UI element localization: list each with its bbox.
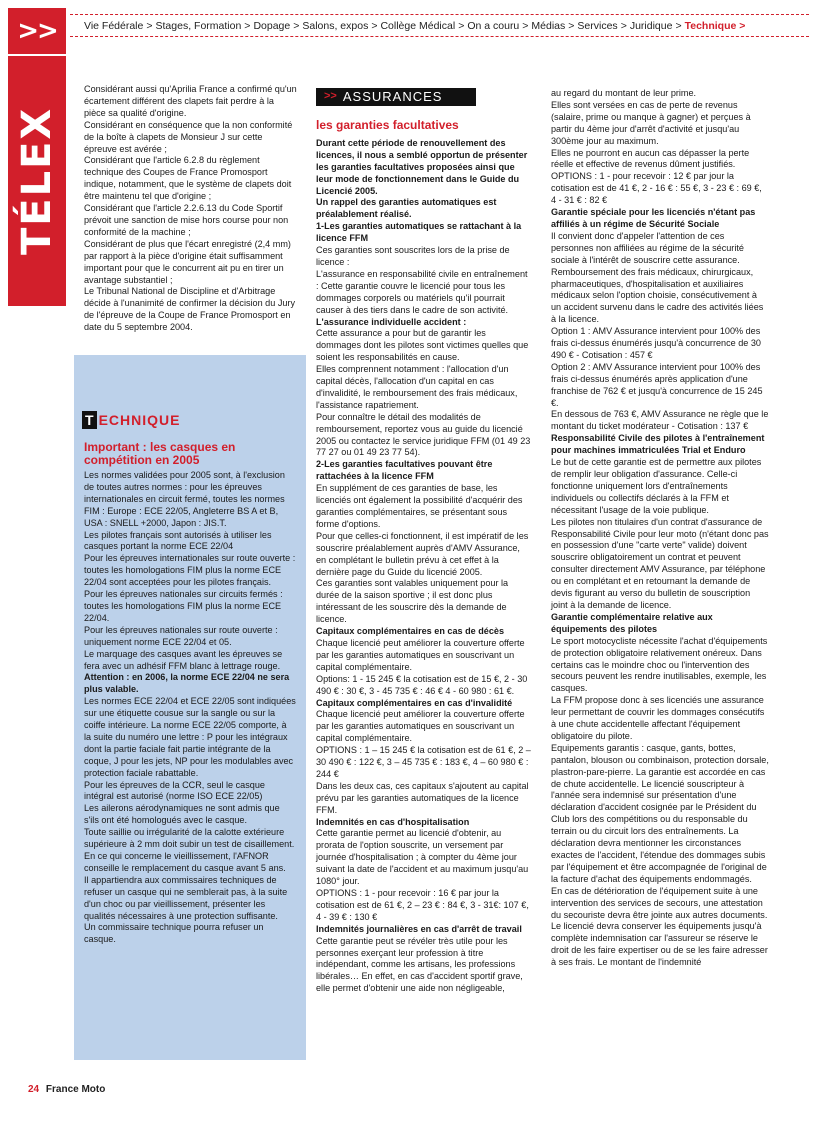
assurances-paragraph: OPTIONS : 1 – 15 245 € la cotisation est de 61 €, 2 – 30 490 € : 122 €, 3 – 45 735 € : 183 €, 4 – 60 980 € : 244 €	[316, 745, 531, 779]
assurances-paragraph: Chaque licencié peut améliorer la couverture offerte par les garanties automatiques en souscrivant un capital complémentaire.	[316, 709, 525, 744]
assurances-paragraph: OPTIONS : 1 - pour recevoir : 12 € par jour la cotisation est de 41 €, 2 - 16 € : 55 €, 3 - 23 € : 69 €, 4 - 31 € : 82 €	[551, 171, 762, 206]
nav-divider-bottom	[70, 36, 809, 37]
assurances-paragraph: Elles ne pourront en aucun cas dépasser la perte réelle et effective de revenus dûment justifiés.	[551, 147, 750, 170]
assurances-paragraph: En dessous de 763 €, AMV Assurance ne règle que le montant du ticket modérateur - Cotisation : 137 €	[551, 409, 769, 432]
assurances-paragraph: Capitaux complémentaires en cas d'invalidité	[316, 697, 513, 708]
assurances-paragraph: Un rappel des garanties automatiques est préalablement réalisé.	[316, 197, 497, 220]
tribunal-decision: Le Tribunal National de Discipline et d'Arbitrage décide à l'unanimité de confirmer la décision du Jury de l'épreuve de la Coupe de France Promosport en date du 5 septembre 2004.	[84, 286, 296, 333]
breadcrumb-link[interactable]: Services	[577, 20, 618, 32]
technique-header-initial: T	[82, 411, 97, 429]
nav-divider-top	[70, 14, 809, 15]
telex-paragraph: Considérant de plus que l'écart enregistré (2,4 mm) par rapport à la pièce d'origine était suffisamment important pour que le concurrent ait pu en tirer un avantage substantiel ;	[84, 238, 291, 285]
technique-paragraph: Il appartiendra aux commissaires techniques de refuser un casque qui ne semblerait pas, à la suite d'un choc ou par vieillissement, présenter les qualités nécessaires à une protection suffisante.	[84, 874, 288, 921]
assurances-paragraph: 1-Les garanties automatiques se rattachant à la licence FFM	[316, 221, 522, 244]
telex-paragraph: Considérant que l'article 6.2.8 du règlement technique des Coupes de France Promosport indique, notamment, que le système de clapets doit être maintenu tel que d'origine ;	[84, 155, 292, 202]
technique-header-label: ECHNIQUE	[98, 412, 181, 428]
assurances-paragraph: Elles sont versées en cas de perte de revenus (salaire, prime ou manque à gagner) et perçues à partir du 4ème jour d'arrêt d'activité et jusqu'au 300ème jour au maximum.	[551, 99, 751, 146]
assurances-paragraph: L'assurance en responsabilité civile en entraînement : Cette garantie couvre le licencié pour tous les dommages corporels ou matériels qu'il pourrait causer à des tiers dans le cadre de son activité.	[316, 268, 528, 315]
assurances-paragraph: Options: 1 - 15 245 € la cotisation est de 15 €, 2 - 30 490 € : 30 €, 3 - 45 735 € : 46 € 4 - 60 980 : 61 €.	[316, 673, 528, 696]
breadcrumb-link[interactable]: Collège Médical	[380, 20, 456, 32]
breadcrumb-link[interactable]: Salons, expos	[302, 20, 369, 32]
technique-paragraph: Attention : en 2006, la norme ECE 22/04 ne sera plus valable.	[84, 672, 290, 695]
assurances-column-right	[551, 88, 769, 969]
assurances-paragraph: Capitaux complémentaires en cas de décès	[316, 626, 505, 637]
breadcrumb-link[interactable]: Juridique	[629, 20, 673, 32]
assurances-paragraph: Durant cette période de renouvellement des licences, il nous a semblé opportun de présenter les garanties facultatives proposées ainsi que leur mode de fonctionnement dans le Guide du Licencié 2005.	[316, 137, 528, 196]
technique-paragraph: Les pilotes français sont autorisés à utiliser les casques portant la norme ECE 22/04	[84, 529, 272, 552]
assurances-paragraph: Elles comprennent notamment : l'allocation d'un capital décès, l'allocation d'un capital en cas d'invalidité, le remboursement des frais médicaux, l'assistance rapatriement.	[316, 364, 518, 410]
assurances-paragraph: Ces garanties sont souscrites lors de la prise de licence :	[316, 245, 510, 267]
assurances-paragraph: Indemnités en cas d'hospitalisation	[316, 816, 470, 827]
breadcrumb-separator: >	[293, 20, 300, 32]
technique-paragraph: Toute saillie ou irrégularité de la calotte extérieure supérieure à 2 mm doit subir un test de cisaillement.	[84, 827, 295, 850]
breadcrumb-separator: >	[458, 20, 465, 32]
assurances-paragraph: La FFM propose donc à ses licenciés une assurance leur permettant de couvrir les dommages consécutifs à une chute accidentelle affectant l'équipement obligatoire du pilote.	[551, 695, 765, 741]
telex-paragraph: Considérant que l'article 2.2.6.13 du Code Sportif prévoit une sanction de mise hors course pour non conformité de la machine ;	[84, 203, 289, 237]
assurances-paragraph: Indemnités journalières en cas d'arrêt de travail	[316, 923, 522, 934]
assurances-paragraph: Option 1 : AMV Assurance intervient pour 100% des frais ci-dessus énumérés jusqu'à concurrence de 30 490 € - Cotisation : 457 €	[551, 326, 761, 360]
assurances-paragraph: au regard du montant de leur prime.	[551, 88, 697, 98]
assurances-paragraph: Le but de cette garantie est de permettre aux pilotes de remplir leur obligation d'assurance. Celle-ci fonctionne uniquement lors d'entraînements individuels ou collectifs déclarés à la FFM et nécessitant l'usage de la voie publique.	[551, 457, 762, 515]
publication-name: France Moto	[45, 1084, 106, 1095]
breadcrumb-link[interactable]: Vie Fédérale	[84, 20, 144, 32]
assurances-paragraph: Option 2 : AMV Assurance intervient pour 100% des frais ci-dessus énumérés après application d'une franchise de 762 € et jusqu'à concurrence de 15 245 €.	[551, 361, 763, 408]
assurances-paragraph: Remboursement des frais médicaux, chirurgicaux, pharmaceutiques, d'hospitalisation et auxiliaires médicaux selon l'option choisie, consécutivement à un accident survenu dans le cadre des activités liées à la licence.	[551, 266, 764, 325]
breadcrumb-link[interactable]: On a couru	[467, 20, 520, 32]
assurances-paragraph: Cette garantie permet au licencié d'obtenir, au prorata de l'option souscrite, un versement par journée d'hospitalisation ; à compter du 4ème jour suivant la date de l'accident et au maximum jusqu'au 1080° jour.	[316, 828, 529, 887]
breadcrumb-separator: >	[675, 20, 682, 32]
breadcrumb-separator: >	[244, 20, 251, 32]
telex-side-bar	[8, 56, 66, 306]
section-arrow-badge: >>	[8, 8, 66, 54]
breadcrumb-separator: >	[620, 20, 627, 32]
assurances-column-left	[316, 88, 532, 995]
assurances-paragraph: En supplément de ces garanties de base, les licenciés ont également la possibilité d'acquérir des garanties complémentaires, se présentant sous forme d'options.	[316, 483, 523, 529]
breadcrumb	[84, 20, 804, 32]
breadcrumb-link[interactable]: Technique >	[684, 20, 746, 32]
technique-paragraph: En ce qui concerne le vieillissement, l'AFNOR conseille le remplacement du casque avant 5 ans.	[84, 851, 286, 873]
assurances-paragraph: Cette garantie peut se révéler très utile pour les personnes exerçant leur profession à titre indépendant, comme les artisans, les professions libérales… En effet, en cas d'accident sportif grave, elle permet d'obtenir une aide non négligeable,	[316, 935, 523, 994]
assurances-paragraph: Les pilotes non titulaires d'un contrat d'assurance de Responsabilité Civile pour leur moto (n'étant donc pas en possession d'une "carte verte" valide) doivent souscrire obligatoirement un contrat et peuvent consulter directement AMV Assurance, par téléphone ou en complétant et en retournant la demande de devis figurant au verso du bulletin de souscription joint à la demande de licence.	[551, 516, 769, 610]
technique-header	[82, 411, 180, 429]
telex-paragraph: Considérant en conséquence que la non conformité de la boîte à clapets de Monsieur J sur cette épreuve est avérée ;	[84, 119, 293, 154]
assurances-paragraph: Pour que celles-ci fonctionnent, il est impératif de les souscrire préalablement auprès d'AMV Assurance, en complétant le bulletin prévu à cet effet à la dernière page du Guide du licencié 2005.	[316, 530, 529, 577]
breadcrumb-separator: >	[146, 20, 153, 32]
assurances-paragraph: Cette assurance a pour but de garantir les dommages dont les pilotes sont victimes quelles que soient les responsabilités en cause.	[316, 328, 529, 363]
breadcrumb-separator: >	[568, 20, 575, 32]
assurances-paragraph: Il convient donc d'appeler l'attention de ces personnes non affiliées au régime de la sécurité sociale à l'intérêt de souscrire cette assurance.	[551, 230, 744, 265]
telex-paragraph: Considérant aussi qu'Aprilia France a confirmé qu'un écartement différent des clapets fait perdre à la pièce sa qualité d'origine.	[84, 84, 297, 118]
technique-box	[74, 355, 306, 1060]
technique-paragraph: Un commissaire technique pourra refuser un casque.	[84, 922, 264, 945]
assurances-paragraph: Garantie complémentaire relative aux équipements des pilotes	[551, 611, 713, 634]
telex-column	[84, 84, 297, 334]
technique-title: Important : les casques en compétition en 2005	[84, 440, 236, 467]
breadcrumb-separator: >	[371, 20, 378, 32]
assurances-paragraph: 2-Les garanties facultatives pouvant être rattachées à la licence FFM	[316, 459, 493, 482]
assurances-paragraph: Dans les deux cas, ces capitaux s'ajoutent au capital prévu par les garanties automatiques de la licence FFM.	[316, 780, 529, 815]
technique-paragraph: Les ailerons aérodynamiques ne sont admis que s'ils ont été homologués avec le casque.	[84, 803, 280, 826]
assurances-header	[316, 88, 476, 106]
technique-paragraph: Pour les épreuves nationales sur route ouverte : uniquement norme ECE 22/04 et 05.	[84, 624, 278, 647]
assurances-paragraph: Responsabilité Civile des pilotes à l'entraînement pour machines immatriculées Trial et Enduro	[551, 433, 765, 456]
breadcrumb-link[interactable]: Stages, Formation	[155, 20, 242, 32]
assurances-paragraph: Equipements garantis : casque, gants, bottes, pantalon, blouson ou combinaison, protection dorsale, plastron-pare-pierre. La garantie est accordée en cas de chute accidentelle. Le licencié souscripteur à l'année sera indemnisé sur présentation d'une déclaration d'accident cosignée par le Président du Club lors des compétitions ou du responsable du terrain ou du circuit lors des entraînements. La déclaration devra mentionner les circonstances exactes de l'accident, l'étendue des dommages subis par l'équipement et être accompagnée de l'original de la facture d'achat des équipements endommagés.	[551, 742, 769, 884]
page-footer	[28, 1084, 105, 1095]
technique-paragraph: Le marquage des casques avant les épreuves se fera avec un adhésif FFM blanc à lettrage rouge.	[84, 648, 283, 671]
breadcrumb-separator: >	[522, 20, 529, 32]
assurances-paragraph: L'assurance individuelle accident :	[316, 316, 467, 327]
assurances-paragraph: Garantie spéciale pour les licenciés n'étant pas affiliés à un régime de Sécurité Sociale	[551, 207, 756, 229]
page-number: 24	[28, 1084, 40, 1095]
assurances-paragraph: Pour connaître le détail des modalités de remboursement, reportez vous au guide du licencié 2005 ou contactez le service juridique FFM (01 49 23 77 27 ou 01 49 23 77 54).	[316, 411, 531, 458]
breadcrumb-link[interactable]: Médias	[531, 20, 566, 32]
assurances-header-arrows: >>	[324, 90, 337, 103]
technique-body	[84, 470, 296, 946]
technique-paragraph: Pour les épreuves de la CCR, seul le casque intégral est autorisé (norme ISO ECE 22/05)	[84, 779, 265, 802]
assurances-title: les garanties facultatives	[316, 118, 459, 132]
assurances-header-label: ASSURANCES	[342, 89, 443, 105]
technique-paragraph: Les normes ECE 22/04 et ECE 22/05 sont indiquées sur une étiquette cousue sur la sangle ou sur la coiffe intérieure. La norme ECE 22/05 comporte, à la suite du numéro une lettre : P pour les intégraux dont la partie faciale fait partie intégrante de la coque, J pour les jets, NP pour les modulables avec protection faciale rabattable.	[84, 696, 296, 778]
assurances-paragraph: Le sport motocycliste nécessite l'achat d'équipements de protection obligatoire relativement onéreux. Dans certains cas le moindre choc ou l'intervention des secours peuvent les rendre inutilisables, exemple, les casques.	[551, 635, 768, 694]
technique-paragraph: Pour les épreuves nationales sur circuits fermés : toutes les homologations FIM plus la norme ECE 22/04.	[84, 589, 283, 623]
technique-paragraph: Pour les épreuves internationales sur route ouverte : toutes les homologations FIM plus la norme ECE 22/04 sont acceptées pour les pilotes français.	[84, 553, 296, 588]
breadcrumb-link[interactable]: Dopage	[253, 20, 291, 32]
side-title: TÉLEX	[14, 106, 60, 256]
assurances-paragraph: Ces garanties sont valables uniquement pour la durée de la saison sportive ; il est donc plus intéressant de les souscrire dès la demande de licence.	[316, 578, 509, 625]
assurances-paragraph: Chaque licencié peut améliorer la couverture offerte par les garanties automatiques en souscrivant un capital complémentaire.	[316, 637, 525, 672]
technique-paragraph: Les normes validées pour 2005 sont, à l'exclusion de toutes autres normes : pour les épreuves internationales en circuit fermé, toutes les normes FIM : Europe : ECE 22/05, Angleterre BS A et B, USA : SNELL +2000, Japon : JIS.T.	[84, 470, 285, 528]
assurances-paragraph: En cas de détérioration de l'équipement suite à une intervention des services de secours, une attestation du secouriste devra être jointe aux autres documents. Le licencié devra conserver les équipements jusqu'à complète indemnisation car l'assureur se réserve le droit de les faire expertiser ou de se les faire adresser à ses frais. Le montant de l'indemnité	[551, 885, 768, 968]
assurances-paragraph: OPTIONS : 1 - pour recevoir : 16 € par jour la cotisation est de 61 €, 2 – 23 € : 84 €, 3 - 31€: 107 €, 4 - 39 € : 130 €	[316, 888, 529, 922]
